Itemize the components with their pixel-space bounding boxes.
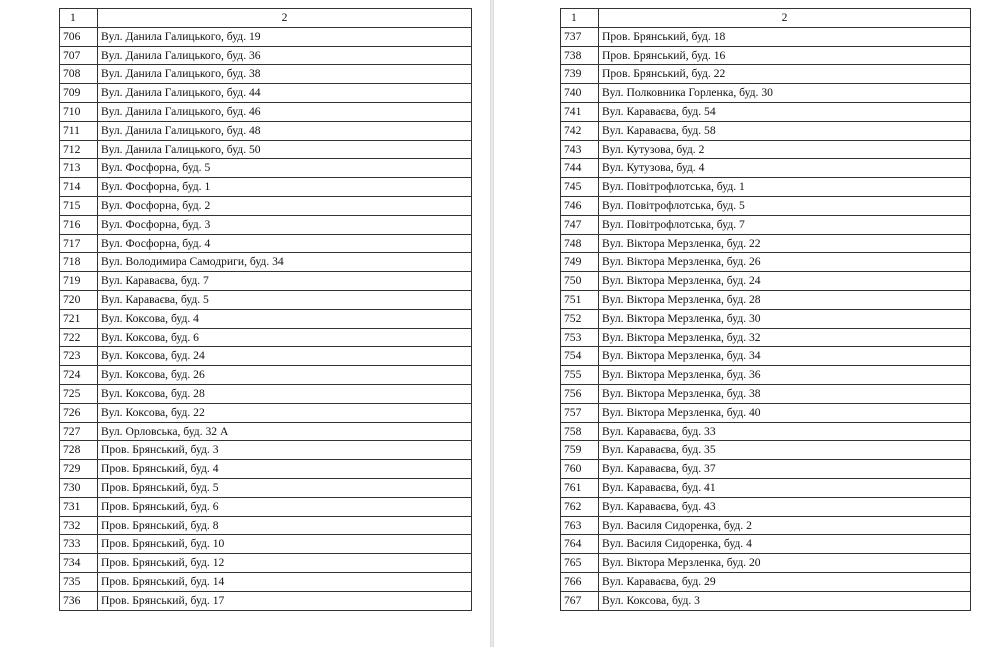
row-address: Пров. Брянський, буд. 3 xyxy=(98,441,472,460)
row-address: Вул. Віктора Мерзленка, буд. 34 xyxy=(599,347,971,366)
table-row xyxy=(561,591,971,610)
row-address: Вул. Фосфорна, буд. 1 xyxy=(98,178,472,197)
table-row xyxy=(60,140,472,159)
row-address: Вул. Коксова, буд. 4 xyxy=(98,309,472,328)
row-number: 761 xyxy=(561,478,599,497)
row-address: Вул. Караваєва, буд. 41 xyxy=(599,478,971,497)
row-address: Вул. Данила Галицького, буд. 38 xyxy=(98,65,472,84)
row-number: 743 xyxy=(561,140,599,159)
row-address: Вул. Кутузова, буд. 4 xyxy=(599,159,971,178)
row-address: Вул. Данила Галицького, буд. 50 xyxy=(98,140,472,159)
table-row xyxy=(60,384,472,403)
row-address: Пров. Брянський, буд. 16 xyxy=(599,46,971,65)
row-number: 751 xyxy=(561,290,599,309)
row-number: 718 xyxy=(60,253,98,272)
row-number: 757 xyxy=(561,403,599,422)
row-number: 746 xyxy=(561,196,599,215)
row-number: 706 xyxy=(60,27,98,46)
row-number: 711 xyxy=(60,121,98,140)
row-number: 726 xyxy=(60,403,98,422)
row-number: 762 xyxy=(561,497,599,516)
row-address: Вул. Фосфорна, буд. 2 xyxy=(98,196,472,215)
row-address: Вул. Караваєва, буд. 43 xyxy=(599,497,971,516)
table-row xyxy=(561,140,971,159)
row-number: 753 xyxy=(561,328,599,347)
table-row xyxy=(60,253,472,272)
row-number: 741 xyxy=(561,102,599,121)
table-row xyxy=(60,309,472,328)
table-row xyxy=(60,403,472,422)
table-row xyxy=(60,65,472,84)
row-number: 749 xyxy=(561,253,599,272)
table-row xyxy=(60,591,472,610)
table-row xyxy=(561,403,971,422)
row-address: Вул. Коксова, буд. 22 xyxy=(98,403,472,422)
row-address: Пров. Брянський, буд. 22 xyxy=(599,65,971,84)
table-row xyxy=(60,535,472,554)
column-header-number: 1 xyxy=(60,9,98,28)
row-number: 764 xyxy=(561,535,599,554)
column-header-address: 2 xyxy=(98,9,472,28)
table-row xyxy=(561,554,971,573)
row-address: Вул. Віктора Мерзленка, буд. 38 xyxy=(599,384,971,403)
column-header-number: 1 xyxy=(561,9,599,28)
row-number: 719 xyxy=(60,272,98,291)
row-address: Вул. Караваєва, буд. 29 xyxy=(599,572,971,591)
row-address: Вул. Кутузова, буд. 2 xyxy=(599,140,971,159)
document-page-right xyxy=(494,0,987,647)
row-number: 766 xyxy=(561,572,599,591)
row-address: Вул. Віктора Мерзленка, буд. 32 xyxy=(599,328,971,347)
table-row xyxy=(60,572,472,591)
table-row xyxy=(561,178,971,197)
row-address: Вул. Віктора Мерзленка, буд. 26 xyxy=(599,253,971,272)
table-row xyxy=(60,478,472,497)
table-row xyxy=(561,422,971,441)
row-number: 716 xyxy=(60,215,98,234)
row-address: Вул. Коксова, буд. 26 xyxy=(98,366,472,385)
row-number: 736 xyxy=(60,591,98,610)
row-address: Вул. Василя Сидоренка, буд. 4 xyxy=(599,535,971,554)
row-number: 714 xyxy=(60,178,98,197)
row-number: 725 xyxy=(60,384,98,403)
row-number: 756 xyxy=(561,384,599,403)
row-address: Вул. Данила Галицького, буд. 19 xyxy=(98,27,472,46)
row-address: Пров. Брянський, буд. 17 xyxy=(98,591,472,610)
row-number: 758 xyxy=(561,422,599,441)
row-address: Вул. Коксова, буд. 6 xyxy=(98,328,472,347)
table-row xyxy=(60,422,472,441)
table-row xyxy=(561,478,971,497)
row-number: 728 xyxy=(60,441,98,460)
row-number: 733 xyxy=(60,535,98,554)
row-number: 713 xyxy=(60,159,98,178)
row-address: Вул. Орловська, буд. 32 А xyxy=(98,422,472,441)
row-address: Вул. Віктора Мерзленка, буд. 22 xyxy=(599,234,971,253)
row-address: Вул. Коксова, буд. 28 xyxy=(98,384,472,403)
table-row xyxy=(60,366,472,385)
table-row xyxy=(561,366,971,385)
table-row xyxy=(60,46,472,65)
row-address: Вул. Віктора Мерзленка, буд. 40 xyxy=(599,403,971,422)
row-address: Вул. Данила Галицького, буд. 46 xyxy=(98,102,472,121)
table-row xyxy=(561,84,971,103)
row-address: Вул. Віктора Мерзленка, буд. 24 xyxy=(599,272,971,291)
row-address: Вул. Караваєва, буд. 7 xyxy=(98,272,472,291)
row-number: 763 xyxy=(561,516,599,535)
row-number: 732 xyxy=(60,516,98,535)
row-address: Вул. Караваєва, буд. 58 xyxy=(599,121,971,140)
table-row xyxy=(60,102,472,121)
table-row xyxy=(60,196,472,215)
row-address: Пров. Брянський, буд. 8 xyxy=(98,516,472,535)
row-number: 752 xyxy=(561,309,599,328)
row-address: Вул. Віктора Мерзленка, буд. 20 xyxy=(599,554,971,573)
row-address: Вул. Фосфорна, буд. 3 xyxy=(98,215,472,234)
table-row xyxy=(561,27,971,46)
table-row xyxy=(60,441,472,460)
row-number: 729 xyxy=(60,460,98,479)
table-row xyxy=(60,84,472,103)
table-row xyxy=(561,46,971,65)
row-number: 767 xyxy=(561,591,599,610)
row-number: 754 xyxy=(561,347,599,366)
table-row xyxy=(561,384,971,403)
table-row xyxy=(60,215,472,234)
row-number: 740 xyxy=(561,84,599,103)
row-number: 737 xyxy=(561,27,599,46)
table-row xyxy=(60,234,472,253)
row-number: 721 xyxy=(60,309,98,328)
row-number: 755 xyxy=(561,366,599,385)
row-address: Вул. Караваєва, буд. 37 xyxy=(599,460,971,479)
table-row xyxy=(561,215,971,234)
row-number: 720 xyxy=(60,290,98,309)
table-row xyxy=(60,121,472,140)
table-row xyxy=(561,347,971,366)
row-number: 717 xyxy=(60,234,98,253)
row-number: 715 xyxy=(60,196,98,215)
row-address: Вул. Віктора Мерзленка, буд. 36 xyxy=(599,366,971,385)
table-row xyxy=(561,290,971,309)
row-address: Вул. Караваєва, буд. 54 xyxy=(599,102,971,121)
table-row xyxy=(561,102,971,121)
table-row xyxy=(561,309,971,328)
row-address: Пров. Брянський, буд. 6 xyxy=(98,497,472,516)
table-row xyxy=(561,535,971,554)
row-number: 731 xyxy=(60,497,98,516)
row-number: 750 xyxy=(561,272,599,291)
table-row xyxy=(561,460,971,479)
row-address: Вул. Коксова, буд. 3 xyxy=(599,591,971,610)
row-address: Вул. Василя Сидоренка, буд. 2 xyxy=(599,516,971,535)
row-number: 712 xyxy=(60,140,98,159)
table-row xyxy=(561,441,971,460)
row-number: 745 xyxy=(561,178,599,197)
row-address: Пров. Брянський, буд. 5 xyxy=(98,478,472,497)
table-row xyxy=(60,27,472,46)
row-number: 734 xyxy=(60,554,98,573)
table-row xyxy=(561,234,971,253)
row-address: Вул. Віктора Мерзленка, буд. 28 xyxy=(599,290,971,309)
row-number: 710 xyxy=(60,102,98,121)
row-number: 744 xyxy=(561,159,599,178)
column-header-address: 2 xyxy=(599,9,971,28)
row-address: Вул. Данила Галицького, буд. 48 xyxy=(98,121,472,140)
row-address: Вул. Караваєва, буд. 35 xyxy=(599,441,971,460)
table-row xyxy=(60,178,472,197)
table-row xyxy=(561,65,971,84)
address-table-right xyxy=(560,8,971,611)
table-row xyxy=(60,328,472,347)
table-row xyxy=(561,516,971,535)
row-number: 760 xyxy=(561,460,599,479)
row-address: Вул. Віктора Мерзленка, буд. 30 xyxy=(599,309,971,328)
table-row xyxy=(60,554,472,573)
table-header-row xyxy=(60,9,472,28)
address-table-left xyxy=(59,8,472,611)
document-page-left xyxy=(0,0,490,647)
table-row xyxy=(60,497,472,516)
row-address: Пров. Брянський, буд. 12 xyxy=(98,554,472,573)
table-row xyxy=(60,347,472,366)
row-number: 742 xyxy=(561,121,599,140)
row-number: 708 xyxy=(60,65,98,84)
table-row xyxy=(561,196,971,215)
row-address: Вул. Володимира Самодриги, буд. 34 xyxy=(98,253,472,272)
table-row xyxy=(561,159,971,178)
table-row xyxy=(60,460,472,479)
row-address: Вул. Повітрофлотська, буд. 5 xyxy=(599,196,971,215)
row-number: 765 xyxy=(561,554,599,573)
table-row xyxy=(561,328,971,347)
table-row xyxy=(60,272,472,291)
row-number: 727 xyxy=(60,422,98,441)
row-address: Пров. Брянський, буд. 4 xyxy=(98,460,472,479)
row-number: 707 xyxy=(60,46,98,65)
row-address: Пров. Брянський, буд. 14 xyxy=(98,572,472,591)
table-row xyxy=(561,272,971,291)
row-number: 748 xyxy=(561,234,599,253)
table-row xyxy=(60,159,472,178)
row-number: 738 xyxy=(561,46,599,65)
row-number: 709 xyxy=(60,84,98,103)
row-address: Вул. Коксова, буд. 24 xyxy=(98,347,472,366)
row-number: 730 xyxy=(60,478,98,497)
row-address: Вул. Повітрофлотська, буд. 7 xyxy=(599,215,971,234)
table-header-row xyxy=(561,9,971,28)
row-number: 739 xyxy=(561,65,599,84)
table-row xyxy=(561,253,971,272)
row-address: Вул. Караваєва, буд. 5 xyxy=(98,290,472,309)
table-row xyxy=(561,497,971,516)
row-address: Вул. Данила Галицького, буд. 36 xyxy=(98,46,472,65)
row-address: Вул. Караваєва, буд. 33 xyxy=(599,422,971,441)
row-address: Вул. Фосфорна, буд. 5 xyxy=(98,159,472,178)
row-address: Вул. Повітрофлотська, буд. 1 xyxy=(599,178,971,197)
row-number: 759 xyxy=(561,441,599,460)
row-number: 735 xyxy=(60,572,98,591)
row-address: Вул. Данила Галицького, буд. 44 xyxy=(98,84,472,103)
table-row xyxy=(561,121,971,140)
row-address: Вул. Фосфорна, буд. 4 xyxy=(98,234,472,253)
table-row xyxy=(60,290,472,309)
row-address: Вул. Полковника Горленка, буд. 30 xyxy=(599,84,971,103)
row-address: Пров. Брянський, буд. 10 xyxy=(98,535,472,554)
row-number: 723 xyxy=(60,347,98,366)
row-number: 722 xyxy=(60,328,98,347)
row-address: Пров. Брянський, буд. 18 xyxy=(599,27,971,46)
table-row xyxy=(561,572,971,591)
row-number: 747 xyxy=(561,215,599,234)
row-number: 724 xyxy=(60,366,98,385)
table-row xyxy=(60,516,472,535)
